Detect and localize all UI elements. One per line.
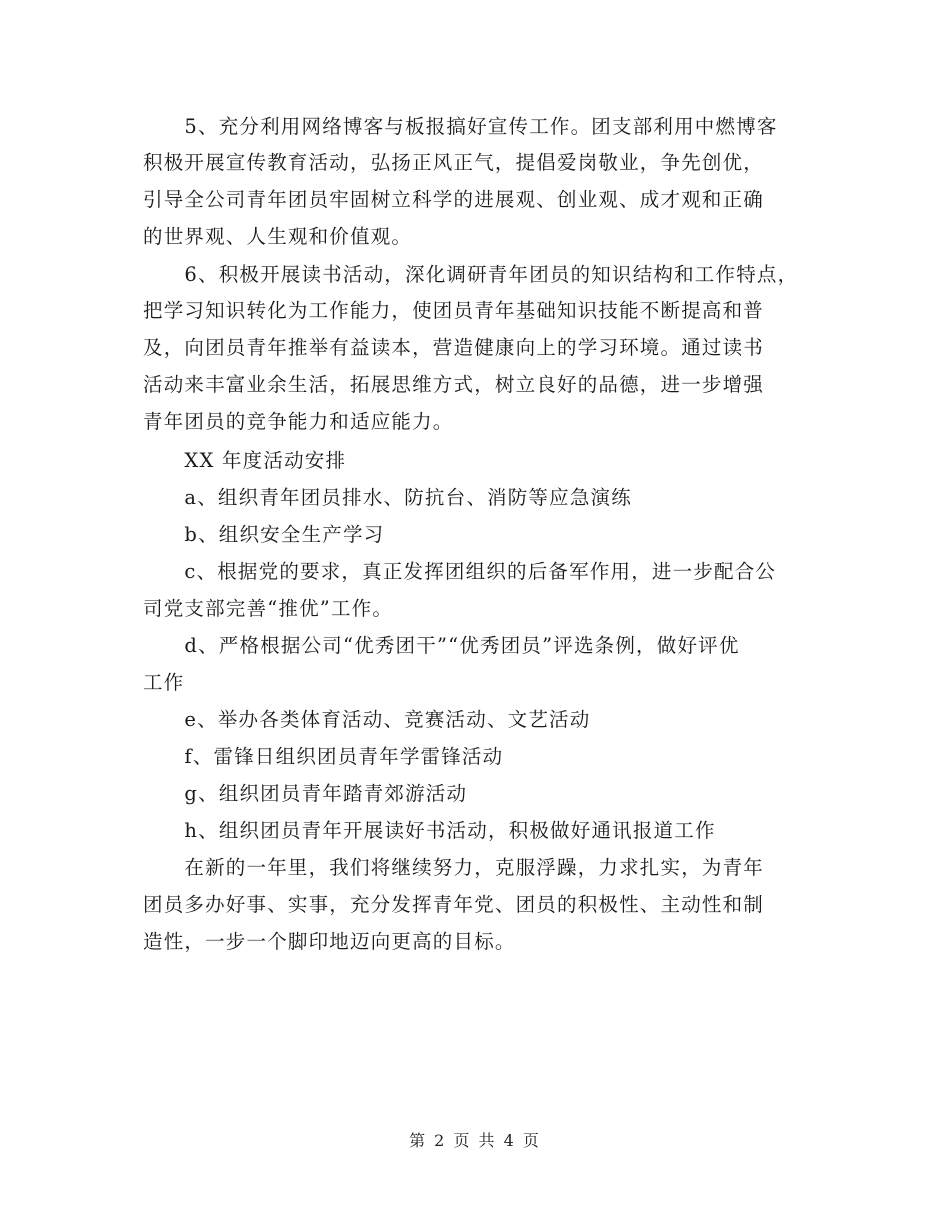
- body-line: 及，向团员青年推举有益读本，营造健康向上的学习环境。通过读书: [143, 336, 765, 359]
- body-line: 团员多办好事、实事，充分发挥青年党、团员的积极性、主动性和制: [143, 893, 765, 916]
- body-line: 把学习知识转化为工作能力，使团员青年基础知识技能不断提高和普: [143, 299, 765, 322]
- body-line: 在新的一年里，我们将继续努力，克服浮躁，力求扎实，为青年: [143, 856, 765, 879]
- page-number: 第 2 页 共 4 页: [409, 1131, 541, 1150]
- section-heading: XX 年度活动安排: [143, 449, 347, 472]
- list-item: a、组织青年团员排水、防抗台、消防等应急演练: [143, 486, 632, 509]
- list-item: g、组织团员青年踏青郊游活动: [143, 782, 468, 805]
- list-item: d、严格根据公司“优秀团干”“优秀团员”评选条例，做好评优: [143, 634, 740, 657]
- body-line: 6、积极开展读书活动，深化调研青年团员的知识结构和工作特点，: [143, 263, 799, 286]
- body-line: 引导全公司青年团员牢固树立科学的进展观、创业观、成才观和正确: [143, 188, 765, 211]
- body-line: 5、充分利用网络博客与板报搞好宣传工作。团支部利用中燃博客: [143, 115, 778, 138]
- body-line: 的世界观、人生观和价值观。: [143, 225, 413, 248]
- list-item: h、组织团员青年开展读好书活动，积极做好通讯报道工作: [143, 819, 716, 842]
- body-line: 积极开展宣传教育活动，弘扬正风正气，提倡爱岗敬业，争先创优，: [143, 151, 765, 174]
- list-item: b、组织安全生产学习: [143, 523, 385, 546]
- list-item: e、举办各类体育活动、竞赛活动、文艺活动: [143, 708, 591, 731]
- list-item: 司党支部完善“推优”工作。: [143, 597, 394, 620]
- body-line: 青年团员的竞争能力和适应能力。: [143, 410, 454, 433]
- body-line: 造性，一步一个脚印地迈向更高的目标。: [143, 930, 516, 953]
- list-item: f、雷锋日组织团员青年学雷锋活动: [143, 745, 504, 768]
- list-item: 工作: [143, 671, 185, 694]
- body-line: 活动来丰富业余生活，拓展思维方式，树立良好的品德，进一步增强: [143, 373, 765, 396]
- list-item: c、根据党的要求，真正发挥团组织的后备军作用，进一步配合公: [143, 560, 777, 583]
